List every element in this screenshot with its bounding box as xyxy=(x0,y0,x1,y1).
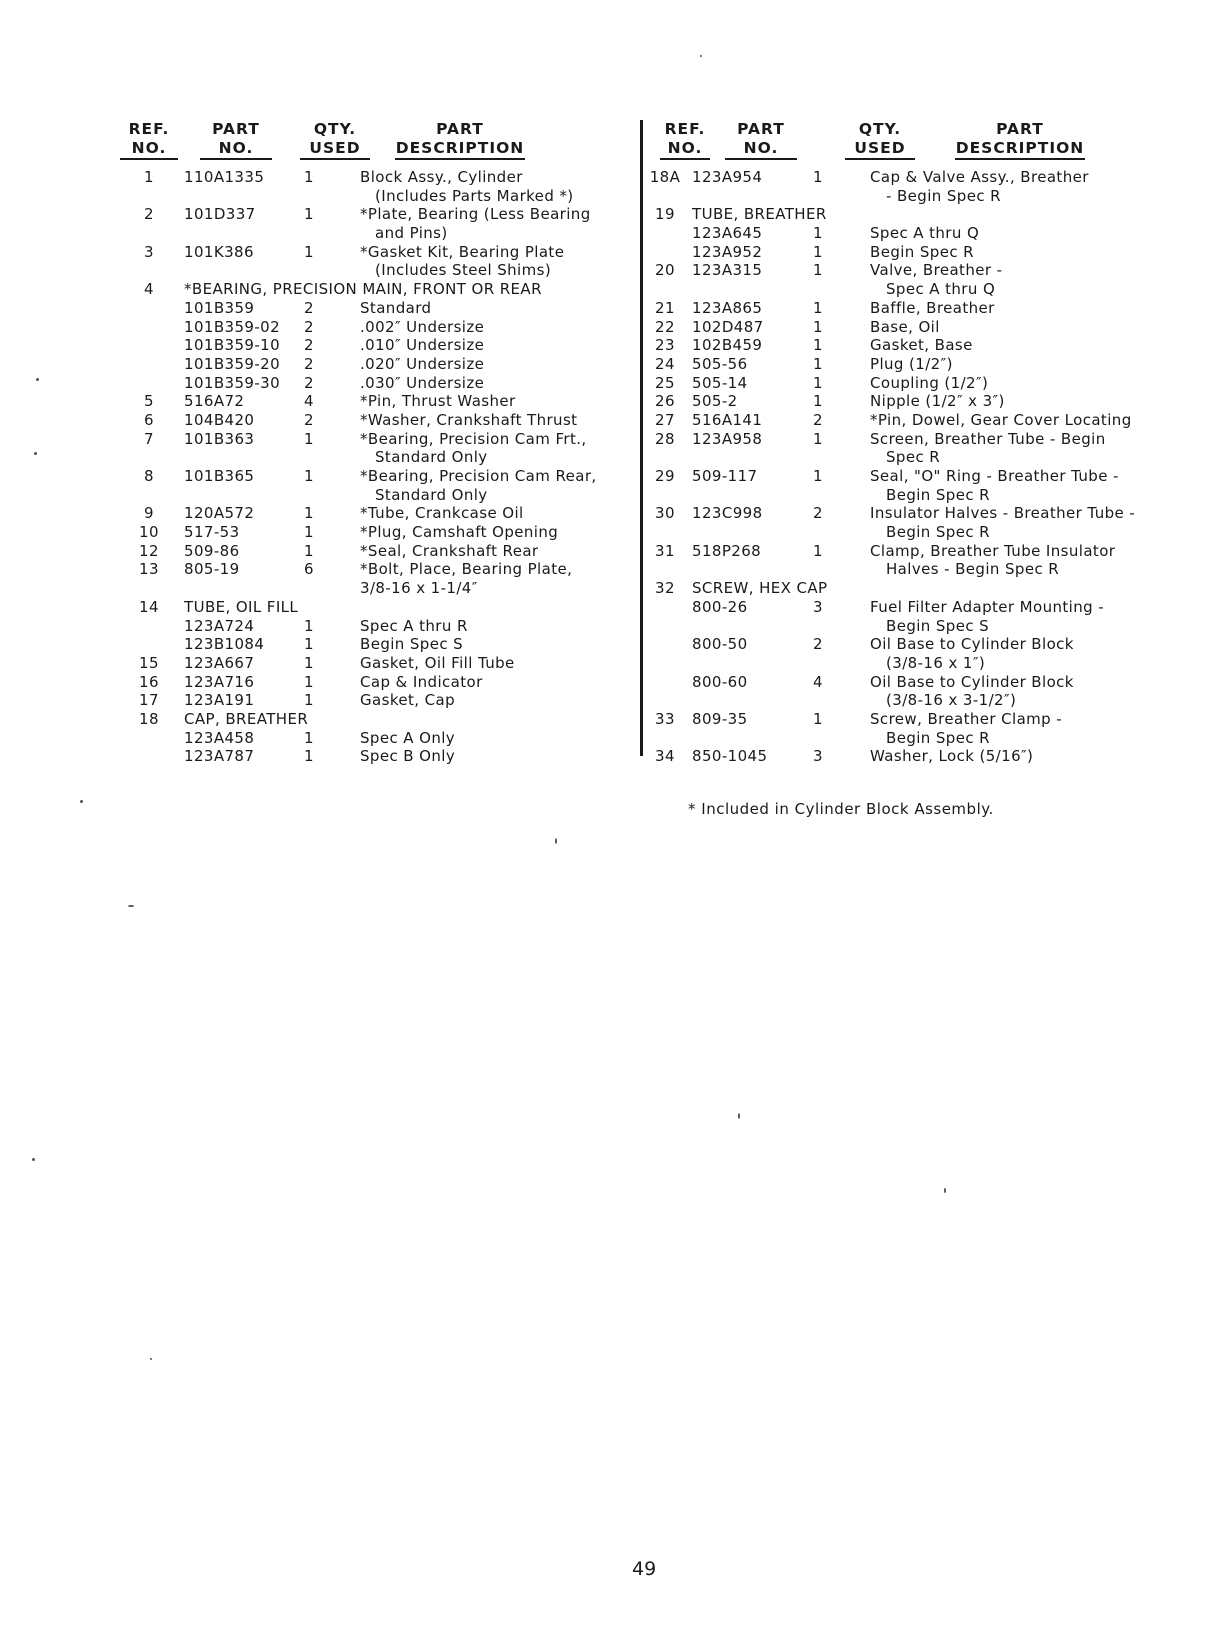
scan-speck xyxy=(80,800,83,803)
ref-no: 18A xyxy=(649,168,681,186)
table-row xyxy=(655,747,1195,766)
qty-used: 2 xyxy=(813,504,823,523)
table-row xyxy=(120,374,640,393)
table-row xyxy=(660,617,1195,636)
ref-no: 28 xyxy=(655,429,675,448)
part-description: Gasket, Oil Fill Tube xyxy=(360,653,515,672)
part-description: Begin Spec R xyxy=(886,523,990,542)
qty-used: 1 xyxy=(813,168,823,186)
qty-used: 1 xyxy=(813,373,823,392)
part-no: TUBE, OIL FILL xyxy=(184,597,299,616)
part-no: 123A458 xyxy=(184,728,255,747)
part-description: *Bearing, Precision Cam Rear, xyxy=(360,467,597,485)
qty-used: 1 xyxy=(813,709,823,728)
table-row xyxy=(120,617,640,636)
part-description: (Includes Parts Marked *) xyxy=(375,186,574,205)
part-description: Standard xyxy=(360,298,432,317)
qty-used: 1 xyxy=(304,691,314,710)
part-no: 104B420 xyxy=(184,410,255,429)
part-description: Begin Spec R xyxy=(886,728,990,747)
part-description: *Plate, Bearing (Less Bearing xyxy=(360,205,591,224)
part-description: .030″ Undersize xyxy=(360,373,485,392)
qty-used: 2 xyxy=(813,410,823,429)
qty-used: 1 xyxy=(304,523,314,542)
part-description: Cap & Valve Assy., Breather xyxy=(870,168,1089,186)
scan-speck xyxy=(34,452,37,455)
part-no: 110A1335 xyxy=(184,168,265,186)
table-row xyxy=(655,541,1195,561)
ref-no: 29 xyxy=(655,467,675,485)
parts-table-right xyxy=(649,120,1195,766)
qty-used: 4 xyxy=(813,672,823,691)
part-description: Spec A thru Q xyxy=(886,280,996,299)
table-row xyxy=(120,299,640,318)
part-description: Begin Spec R xyxy=(886,485,990,504)
ref-no: 15 xyxy=(139,653,159,672)
ref-no: 23 xyxy=(655,336,675,355)
table-row xyxy=(120,523,640,542)
part-description: (Includes Steel Shims) xyxy=(375,261,552,280)
scan-speck xyxy=(150,1358,152,1360)
qty-used: 1 xyxy=(813,354,823,373)
part-description: *Tube, Crankcase Oil xyxy=(360,504,524,523)
qty-used: 1 xyxy=(813,429,823,448)
table-row xyxy=(120,448,640,467)
footnote: * Included in Cylinder Block Assembly. xyxy=(688,800,994,818)
table-row xyxy=(655,579,1195,598)
header-qty-used: QTY. USED xyxy=(300,120,370,160)
qty-used: 1 xyxy=(304,653,314,672)
part-no: 101B359-30 xyxy=(184,373,281,392)
scan-speck xyxy=(700,55,702,57)
part-description: Baffle, Breather xyxy=(870,298,995,317)
part-description: Nipple (1/2″ x 3″) xyxy=(870,392,1005,411)
ref-no: 5 xyxy=(144,392,154,411)
ref-no: 1 xyxy=(144,168,154,186)
qty-used: 2 xyxy=(304,317,314,336)
part-description: (3/8-16 x 1″) xyxy=(886,653,986,672)
part-description: .020″ Undersize xyxy=(360,354,485,373)
part-description: Spec A thru R xyxy=(360,616,468,635)
part-description: 3/8-16 x 1-1/4″ xyxy=(360,579,478,598)
table-row xyxy=(655,392,1195,411)
part-no: 123A724 xyxy=(184,616,255,635)
part-description: Seal, "O" Ring - Breather Tube - xyxy=(870,467,1119,485)
part-description: Begin Spec S xyxy=(360,635,464,654)
table-row xyxy=(655,354,1195,374)
qty-used: 1 xyxy=(304,429,314,448)
table-row xyxy=(655,205,1195,224)
ref-no: 16 xyxy=(139,672,159,691)
table-row xyxy=(660,486,1195,505)
part-no: 120A572 xyxy=(184,504,255,523)
part-no: 517-53 xyxy=(184,523,240,542)
ref-no: 18 xyxy=(139,709,159,728)
ref-no: 30 xyxy=(655,504,675,523)
qty-used: 2 xyxy=(304,298,314,317)
part-no: 123A667 xyxy=(184,653,255,672)
part-description: *Bolt, Place, Bearing Plate, xyxy=(360,560,573,579)
ref-no: 4 xyxy=(144,280,154,299)
part-description: Block Assy., Cylinder xyxy=(360,168,523,186)
ref-no: 21 xyxy=(655,298,675,317)
ref-no: 20 xyxy=(655,261,675,280)
ref-no: 8 xyxy=(144,467,154,485)
table-row xyxy=(655,317,1195,337)
table-body xyxy=(649,168,1195,766)
part-description: Standard Only xyxy=(375,485,488,504)
ref-no: 26 xyxy=(655,392,675,411)
qty-used: 6 xyxy=(304,560,314,579)
ref-no: 9 xyxy=(144,504,154,523)
ref-no: 34 xyxy=(655,747,675,766)
part-no: 123A787 xyxy=(184,747,255,766)
table-row xyxy=(655,467,1195,486)
part-no: 850-1045 xyxy=(692,747,768,766)
header-ref-no: REF. NO. xyxy=(120,120,178,160)
part-description: Plug (1/2″) xyxy=(870,354,953,373)
part-no: 101B365 xyxy=(184,467,255,485)
header-part-no: PART NO. xyxy=(200,120,272,160)
table-row xyxy=(660,691,1195,710)
header-part-description: PART DESCRIPTION xyxy=(395,120,525,160)
part-no: 505-14 xyxy=(692,373,748,392)
ref-no: 13 xyxy=(139,560,159,579)
part-description: Standard Only xyxy=(375,448,488,467)
table-row xyxy=(660,224,1195,243)
ref-no: 14 xyxy=(139,597,159,616)
part-no: 102D487 xyxy=(692,317,764,336)
table-row xyxy=(660,598,1195,617)
part-description: Oil Base to Cylinder Block xyxy=(870,672,1074,691)
table-row xyxy=(660,654,1195,673)
qty-used: 1 xyxy=(813,317,823,336)
part-no: 101K386 xyxy=(184,242,254,261)
table-row xyxy=(120,598,640,617)
qty-used: 1 xyxy=(304,504,314,523)
ref-no: 3 xyxy=(144,242,154,261)
part-description: Begin Spec R xyxy=(870,242,974,261)
table-row xyxy=(660,560,1195,579)
table-row xyxy=(655,336,1195,355)
qty-used: 3 xyxy=(813,747,823,766)
table-row xyxy=(120,280,640,299)
table-row xyxy=(649,168,1195,187)
table-row xyxy=(120,654,640,673)
ref-no: 2 xyxy=(144,205,154,224)
part-description: *Pin, Thrust Washer xyxy=(360,392,516,411)
part-no: 123A315 xyxy=(692,261,763,280)
table-row xyxy=(120,411,640,430)
table-row xyxy=(120,261,640,280)
table-row xyxy=(120,635,640,654)
part-description: - Begin Spec R xyxy=(886,186,1001,205)
qty-used: 1 xyxy=(304,747,314,766)
table-row xyxy=(660,523,1195,542)
table-row xyxy=(120,691,640,710)
part-description: .010″ Undersize xyxy=(360,336,485,355)
part-description: *Seal, Crankshaft Rear xyxy=(360,541,539,560)
table-row xyxy=(660,673,1195,692)
part-no: CAP, BREATHER xyxy=(184,709,309,728)
ref-no: 31 xyxy=(655,541,675,560)
part-description: Begin Spec S xyxy=(886,616,990,635)
table-row xyxy=(120,187,640,206)
ref-no: 32 xyxy=(655,579,675,598)
table-row xyxy=(120,542,640,561)
part-no: 509-117 xyxy=(692,467,758,485)
table-row xyxy=(120,747,640,766)
table-row xyxy=(655,504,1195,523)
part-no: 101B359-20 xyxy=(184,354,281,373)
table-row xyxy=(660,729,1195,748)
qty-used: 1 xyxy=(304,168,314,186)
qty-used: 1 xyxy=(304,541,314,560)
part-description: .002″ Undersize xyxy=(360,317,485,336)
qty-used: 1 xyxy=(813,467,823,485)
part-description: Base, Oil xyxy=(870,317,940,336)
ref-no: 12 xyxy=(139,541,159,560)
part-no: 102B459 xyxy=(692,336,763,355)
qty-used: 1 xyxy=(304,616,314,635)
table-row xyxy=(120,336,640,355)
qty-used: 1 xyxy=(813,224,823,243)
ref-no: 17 xyxy=(139,691,159,710)
part-no: 101B359-02 xyxy=(184,317,281,336)
part-no: 123A716 xyxy=(184,672,255,691)
ref-no: 7 xyxy=(144,429,154,448)
ref-no: 6 xyxy=(144,410,154,429)
part-description: Clamp, Breather Tube Insulator xyxy=(870,541,1116,560)
table-row xyxy=(120,673,640,692)
table-row xyxy=(120,486,640,505)
part-no: 123A954 xyxy=(692,168,763,186)
table-row xyxy=(120,504,640,523)
qty-used: 1 xyxy=(304,467,314,485)
qty-used: 1 xyxy=(304,242,314,261)
qty-used: 1 xyxy=(813,392,823,411)
table-row xyxy=(120,243,640,262)
header-part-no: PART NO. xyxy=(725,120,797,160)
part-no: 123A191 xyxy=(184,691,255,710)
qty-used: 1 xyxy=(813,336,823,355)
ref-no: 24 xyxy=(655,354,675,373)
part-description: *Plug, Camshaft Opening xyxy=(360,523,559,542)
part-no: 518P268 xyxy=(692,541,762,560)
table-row xyxy=(655,709,1195,729)
part-no: 800-26 xyxy=(692,597,748,616)
table-row xyxy=(655,410,1195,430)
qty-used: 2 xyxy=(304,410,314,429)
table-row xyxy=(120,560,640,579)
qty-used: 3 xyxy=(813,597,823,616)
part-description: and Pins) xyxy=(375,224,448,243)
part-no: *BEARING, PRECISION MAIN, FRONT OR REAR xyxy=(184,280,542,299)
qty-used: 1 xyxy=(304,635,314,654)
qty-used: 1 xyxy=(304,728,314,747)
part-description: *Washer, Crankshaft Thrust xyxy=(360,410,578,429)
part-no: 809-35 xyxy=(692,709,748,728)
qty-used: 4 xyxy=(304,392,314,411)
part-no: 800-60 xyxy=(692,672,748,691)
part-no: 123A958 xyxy=(692,429,763,448)
table-row xyxy=(660,448,1195,467)
part-description: Gasket, Base xyxy=(870,336,973,355)
table-row xyxy=(120,710,640,729)
table-row xyxy=(655,373,1195,393)
scan-speck xyxy=(36,378,39,381)
table-row xyxy=(120,729,640,748)
part-no: 123A865 xyxy=(692,298,763,317)
part-no: 516A141 xyxy=(692,410,763,429)
part-no: 101B359 xyxy=(184,298,255,317)
table-row xyxy=(120,355,640,374)
part-no: 101D337 xyxy=(184,205,256,224)
scan-speck xyxy=(738,1113,740,1119)
header-qty-used: QTY. USED xyxy=(845,120,915,160)
parts-table-left xyxy=(120,120,640,766)
ref-no: 10 xyxy=(139,523,159,542)
part-description: Screen, Breather Tube - Begin xyxy=(870,429,1106,448)
ref-no: 27 xyxy=(655,410,675,429)
part-no: 505-2 xyxy=(692,392,738,411)
qty-used: 2 xyxy=(304,373,314,392)
part-description: *Pin, Dowel, Gear Cover Locating xyxy=(870,410,1132,429)
ref-no: 33 xyxy=(655,709,675,728)
scan-speck xyxy=(555,838,557,844)
table-row xyxy=(120,392,640,411)
part-description: (3/8-16 x 3-1/2″) xyxy=(886,691,1017,710)
table-row xyxy=(120,579,640,598)
part-no: 101B363 xyxy=(184,429,255,448)
ref-no: 25 xyxy=(655,373,675,392)
table-row xyxy=(655,261,1195,280)
table-row xyxy=(120,430,640,449)
part-no: TUBE, BREATHER xyxy=(692,205,827,224)
part-description: Washer, Lock (5/16″) xyxy=(870,747,1034,766)
table-row xyxy=(660,635,1195,654)
qty-used: 1 xyxy=(813,242,823,261)
table-body xyxy=(120,168,640,766)
header-ref-no: REF. NO. xyxy=(660,120,710,160)
scan-speck xyxy=(32,1158,35,1161)
qty-used: 1 xyxy=(304,205,314,224)
part-description: Coupling (1/2″) xyxy=(870,373,989,392)
table-row xyxy=(660,280,1195,299)
part-description: *Bearing, Precision Cam Frt., xyxy=(360,429,587,448)
ref-no: 22 xyxy=(655,317,675,336)
part-description: *Gasket Kit, Bearing Plate xyxy=(360,242,565,261)
part-no: 123A645 xyxy=(692,224,763,243)
part-description: Oil Base to Cylinder Block xyxy=(870,635,1074,654)
table-row xyxy=(660,243,1195,262)
part-description: Insulator Halves - Breather Tube - xyxy=(870,504,1136,523)
part-description: Fuel Filter Adapter Mounting - xyxy=(870,597,1105,616)
part-no: 805-19 xyxy=(184,560,240,579)
table-row xyxy=(120,467,640,486)
table-row xyxy=(120,224,640,243)
part-description: Spec B Only xyxy=(360,747,456,766)
table-row xyxy=(655,429,1195,449)
scan-speck xyxy=(944,1188,946,1193)
part-no: 516A72 xyxy=(184,392,245,411)
table-row xyxy=(120,318,640,337)
qty-used: 1 xyxy=(304,672,314,691)
part-description: Spec A Only xyxy=(360,728,456,747)
ref-no: 19 xyxy=(655,205,675,224)
part-description: Spec R xyxy=(886,448,941,467)
part-no: 101B359-10 xyxy=(184,336,281,355)
qty-used: 2 xyxy=(304,336,314,355)
qty-used: 2 xyxy=(304,354,314,373)
part-description: Cap & Indicator xyxy=(360,672,483,691)
part-description: Valve, Breather - xyxy=(870,261,1003,280)
part-description: Screw, Breather Clamp - xyxy=(870,709,1063,728)
scan-speck xyxy=(128,905,134,907)
qty-used: 2 xyxy=(813,635,823,654)
part-no: 123A952 xyxy=(692,242,763,261)
table-header xyxy=(660,120,1195,168)
part-no: 509-86 xyxy=(184,541,240,560)
header-part-description: PART DESCRIPTION xyxy=(955,120,1085,160)
table-row xyxy=(655,298,1195,318)
table-row xyxy=(120,168,640,187)
part-no: 123C998 xyxy=(692,504,763,523)
part-description: Spec A thru Q xyxy=(870,224,980,243)
part-no: 800-50 xyxy=(692,635,748,654)
table-header xyxy=(120,120,640,168)
part-no: 505-56 xyxy=(692,354,748,373)
part-no: SCREW, HEX CAP xyxy=(692,579,828,598)
qty-used: 1 xyxy=(813,541,823,560)
table-row xyxy=(120,205,640,224)
qty-used: 1 xyxy=(813,261,823,280)
part-description: Halves - Begin Spec R xyxy=(886,560,1060,579)
part-no: 123B1084 xyxy=(184,635,265,654)
qty-used: 1 xyxy=(813,298,823,317)
part-description: Gasket, Cap xyxy=(360,691,456,710)
table-row xyxy=(660,187,1195,206)
page-number: 49 xyxy=(632,1558,657,1580)
